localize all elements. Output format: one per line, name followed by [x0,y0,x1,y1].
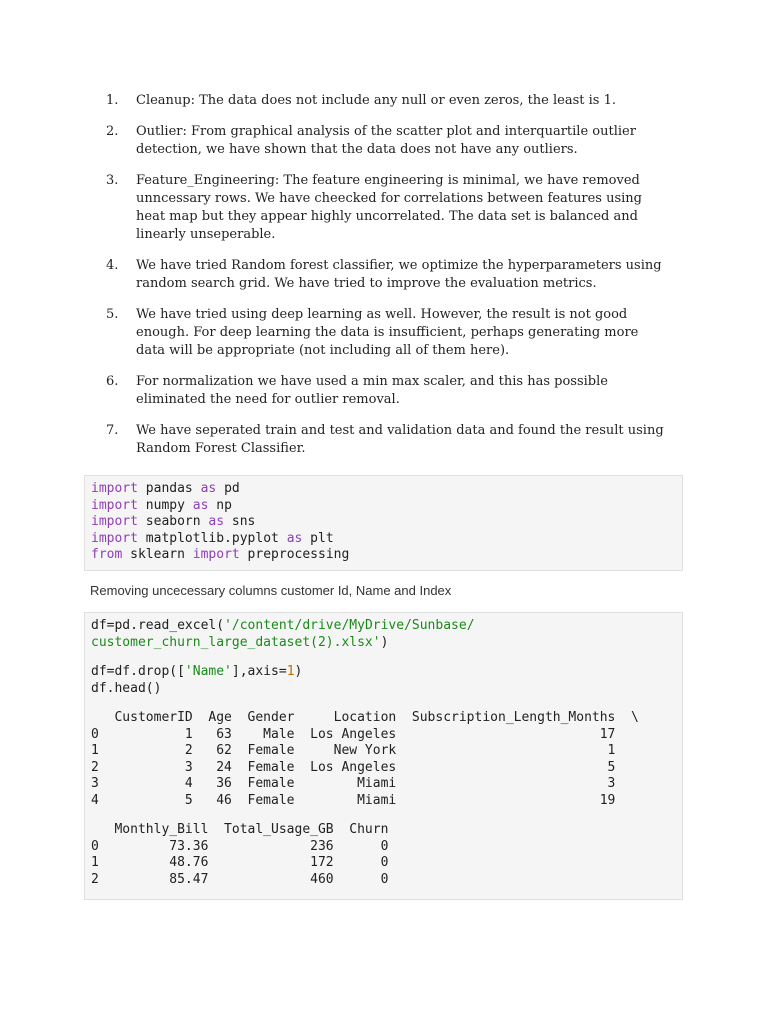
list-number: 6. [106,374,119,389]
module-name: numpy [137,497,193,513]
code-line [91,664,676,681]
table-row: 4 5 46 Female Miami 19 [91,792,616,808]
table-row: 1 48.76 172 0 [91,855,389,870]
list-text: Feature_Engineering: The feature engineering is minimal, we have removed unncessary rows. We have cheecked for correlations between features using heat map but they appear highly uncorrelated. The data set is balanced and linearly unseperable. [136,173,642,242]
section-caption: Removing uncecessary columns customer Id, Name and Index [90,583,452,598]
table-row: 3 4 36 Female Miami 3 [91,776,616,791]
table-row: 2 85.47 460 0 [91,871,389,887]
code-line [91,481,676,498]
code-text: ) [380,634,389,650]
list-item [100,92,670,110]
table-header: CustomerID Age Gender Location Subscription_Length_Months \ [91,710,639,725]
code-line [91,618,676,635]
table-row: 2 3 24 Female Los Angeles 5 [91,759,616,775]
table-header: Monthly_Bill Total_Usage_GB Churn [91,822,389,837]
list-item [100,422,670,458]
list-item [100,306,670,360]
notes-list [100,92,670,471]
keyword: import [192,547,240,562]
code-line [91,635,676,652]
list-text: Outlier: From graphical analysis of the scatter plot and interquartile outlier detection, we have shown that the data does not have any outliers. [136,124,636,157]
string-literal: 'Name' [184,664,232,679]
list-number: 1. [106,93,119,108]
code-line [91,547,676,564]
module-name: pandas [137,481,201,496]
code-text: df=df.drop([ [91,664,185,679]
alias: plt [302,530,334,546]
list-text: For normalization we have used a min max scaler, and this has possible eliminated the need for outlier removal. [136,374,608,407]
keyword: import [91,530,138,546]
string-literal: customer_churn_large_dataset(2).xlsx' [91,634,381,650]
keyword: import [91,514,138,529]
alias: np [208,497,232,513]
list-item [100,123,670,159]
code-line [91,681,676,698]
alias: sns [224,514,256,529]
table-row: 1 2 62 Female New York 1 [91,743,616,758]
keyword: as [192,497,209,513]
cell-output [91,710,676,888]
keyword: as [286,530,303,546]
module-name: sklearn [122,547,193,562]
list-text: We have seperated train and test and validation data and found the result using Random Forest Classifier. [136,423,664,456]
keyword: from [91,547,123,562]
code-line [91,498,676,515]
list-text: Cleanup: The data does not include any null or even zeros, the least is 1. [136,93,617,108]
dataframe-code-cell[interactable] [84,612,683,900]
keyword: import [91,481,138,496]
code-text: ],axis= [231,664,287,679]
table-row: 0 1 63 Male Los Angeles 17 [91,726,616,742]
alias: pd [216,481,240,496]
list-item [100,257,670,293]
code-text: ) [294,664,303,679]
code-line [91,531,676,548]
list-item [100,373,670,409]
number-literal: 1 [286,664,295,679]
alias: preprocessing [239,547,350,562]
keyword: as [200,481,217,496]
string-literal: '/content/drive/MyDrive/Sunbase/ [224,618,475,633]
list-text: We have tried Random forest classifier, we optimize the hyperparameters using random search grid. We have tried to improve the evaluation metrics. [136,258,662,291]
module-name: seaborn [137,514,209,529]
list-number: 3. [106,173,119,188]
module-name: matplotlib.pyplot [137,530,287,546]
code-line [91,514,676,531]
list-number: 2. [106,124,119,139]
list-number: 7. [106,423,119,438]
table-row: 0 73.36 236 0 [91,838,389,854]
keyword: as [208,514,225,529]
list-number: 5. [106,307,119,322]
list-item [100,172,670,244]
code-text: df.head() [91,680,162,696]
code-text: df=pd.read_excel( [91,618,225,633]
import-code-cell[interactable] [84,475,683,571]
list-number: 4. [106,258,119,273]
list-text: We have tried using deep learning as well. However, the result is not good enough. For deep learning the data is insufficient, perhaps generating more data will be appropriate (not including all of them here). [136,307,639,358]
keyword: import [91,497,138,513]
